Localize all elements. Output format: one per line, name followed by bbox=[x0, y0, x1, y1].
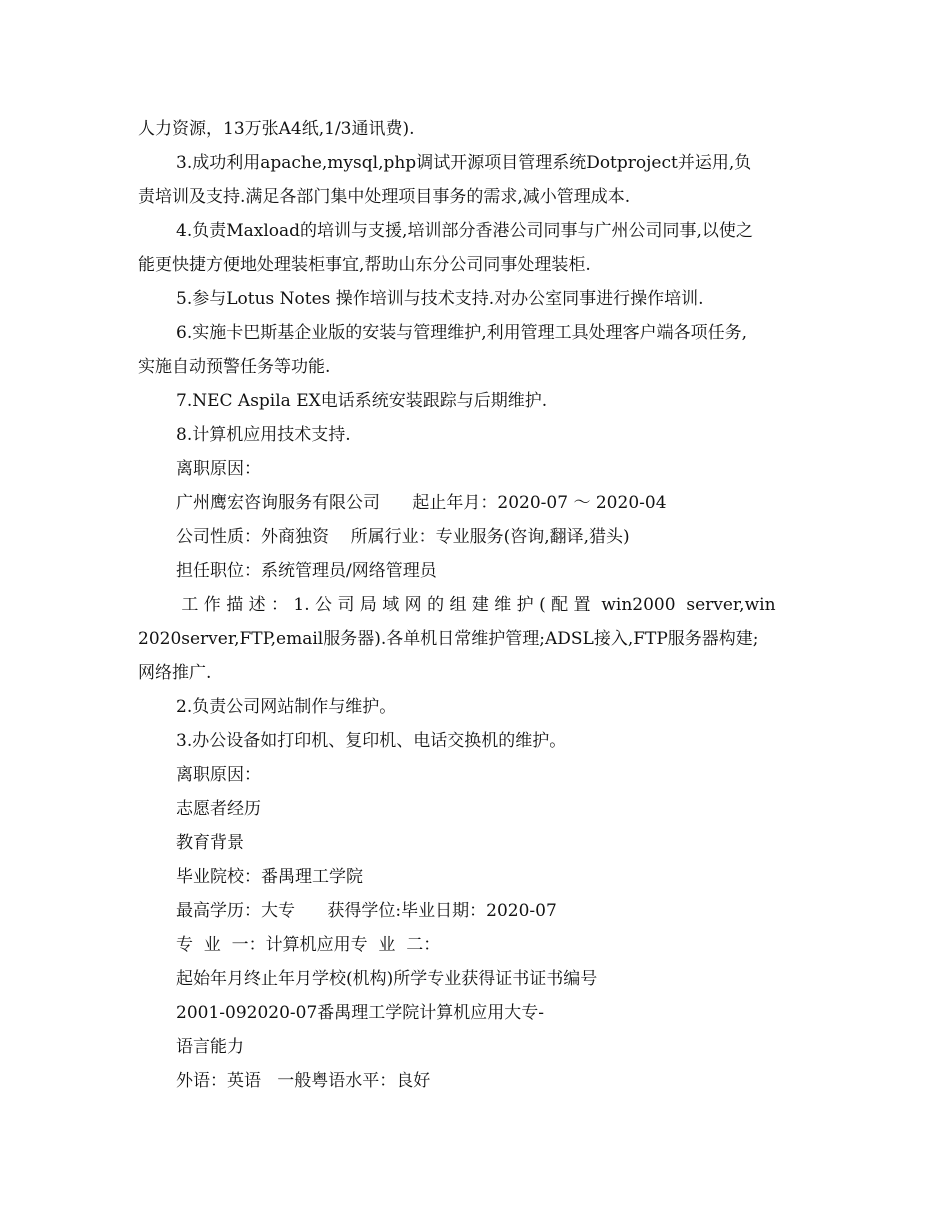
text-line-12: 广州鹰宏咨询服务有限公司 起止年月：2020-07 ～ 2020-04 bbox=[176, 493, 667, 513]
text-line-10: 8.计算机应用技术支持. bbox=[176, 425, 351, 445]
text-line-22: 教育背景 bbox=[176, 833, 244, 853]
text-line-6: 5.参与Lotus Notes 操作培训与技术支持.对办公室同事进行操作培训. bbox=[176, 289, 704, 309]
text-line-29: 外语：英语 一般粤语水平：良好 bbox=[176, 1071, 431, 1091]
text-line-1: 人力资源，13万张A4纸,1/3通讯费). bbox=[138, 119, 415, 139]
text-line-16: 2020server,FTP,email服务器).各单机日常维护管理;ADSL接入,FTP服务器构建; bbox=[138, 629, 759, 649]
text-line-8: 实施自动预警任务等功能. bbox=[138, 357, 331, 377]
text-line-26: 起始年月终止年月学校(机构)所学专业获得证书证书编号 bbox=[176, 969, 598, 989]
text-line-18: 2.负责公司网站制作与维护。 bbox=[176, 697, 397, 717]
text-line-9: 7.NEC Aspila EX电话系统安装跟踪与后期维护. bbox=[176, 391, 548, 411]
text-line-14: 担任职位：系统管理员/网络管理员 bbox=[176, 561, 437, 581]
text-line-2: 3.成功利用apache,mysql,php调试开源项目管理系统Dotproject并运用,负 bbox=[176, 153, 752, 173]
text-line-13: 公司性质：外商独资 所属行业：专业服务(咨询,翻译,猎头) bbox=[176, 527, 630, 547]
text-line-20: 离职原因： bbox=[176, 765, 261, 785]
text-line-28: 语言能力 bbox=[176, 1037, 244, 1057]
text-line-23: 毕业院校：番禺理工学院 bbox=[176, 867, 363, 887]
text-line-25: 专 业 一：计算机应用专 业 二： bbox=[176, 935, 441, 955]
text-line-11: 离职原因： bbox=[176, 459, 261, 479]
text-line-19: 3.办公设备如打印机、复印机、电话交换机的维护。 bbox=[176, 731, 567, 751]
text-line-27: 2001-092020-07番禺理工学院计算机应用大专- bbox=[176, 1003, 545, 1023]
text-line-24: 最高学历：大专 获得学位:毕业日期：2020-07 bbox=[176, 901, 557, 921]
text-line-5: 能更快捷方便地处理装柜事宜,帮助山东分公司同事处理装柜. bbox=[138, 255, 591, 275]
text-line-3: 责培训及支持.满足各部门集中处理项目事务的需求,减小管理成本. bbox=[138, 187, 631, 207]
text-line-15: 工 作 描 述 ： 1. 公 司 局 域 网 的 组 建 维 护 ( 配 置 win2000 server,win bbox=[176, 595, 776, 615]
text-line-7: 6.实施卡巴斯基企业版的安装与管理维护,利用管理工具处理客户端各项任务, bbox=[176, 323, 748, 343]
text-line-21: 志愿者经历 bbox=[176, 799, 261, 819]
text-line-17: 网络推广. bbox=[138, 663, 212, 683]
text-line-4: 4.负责Maxload的培训与支援,培训部分香港公司同事与广州公司同事,以使之 bbox=[176, 221, 753, 241]
